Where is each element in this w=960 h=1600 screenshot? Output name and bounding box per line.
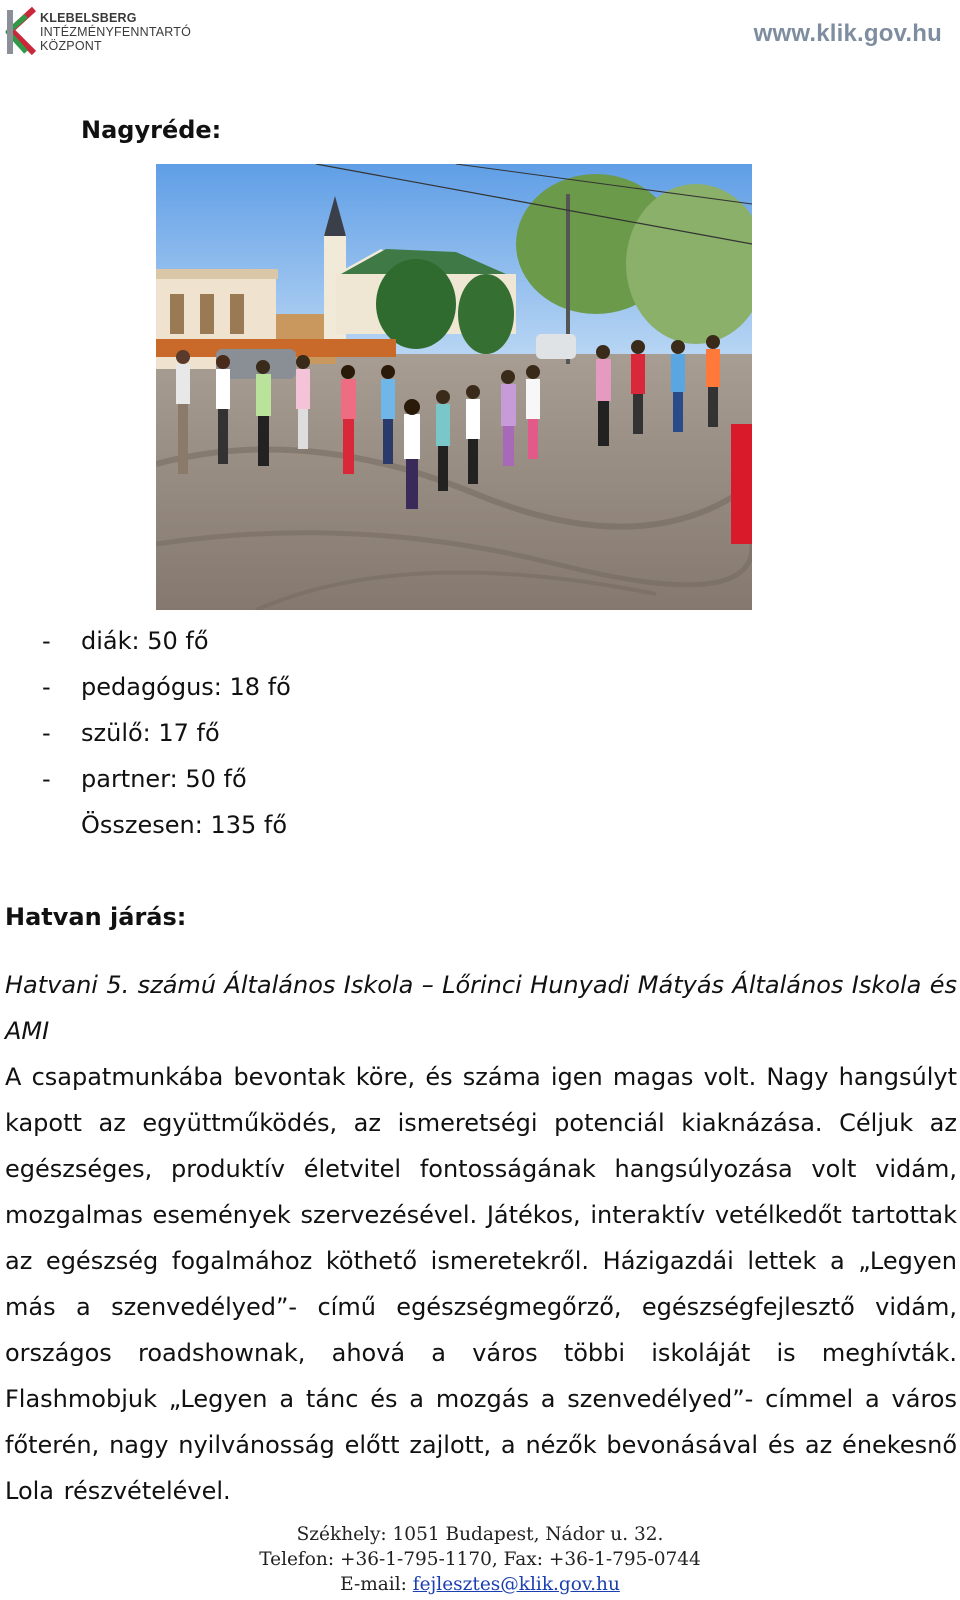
section-title-nagyrede: Nagyréde: [81, 116, 222, 144]
section-title-hatvan: Hatvan járás: [5, 903, 187, 931]
klik-k-icon [4, 6, 38, 58]
participant-stats-list [0, 618, 960, 848]
logo-line-1: KLEBELSBERG [40, 11, 137, 25]
logo-line-3: KÖZPONT [40, 39, 102, 53]
page-footer [0, 1522, 960, 1597]
klebelsberg-logo [4, 6, 204, 62]
site-url[interactable]: www.klik.gov.hu [753, 20, 942, 47]
school-name: Hatvani 5. számú Általános Iskola – Lőrinci Hunyadi Mátyás Általános Iskola és AMI [5, 971, 957, 1045]
footer-address: Székhely: 1051 Budapest, Nádor u. 32. [296, 1524, 664, 1545]
list-item: - diák: 50 fő [42, 627, 209, 655]
footer-email-link[interactable]: fejlesztes@klik.gov.hu [412, 1574, 620, 1595]
list-item: - szülő: 17 fő [42, 719, 220, 747]
page-header [0, 0, 960, 70]
flashmob-photo [156, 164, 752, 610]
footer-email-label: E-mail: [340, 1574, 407, 1595]
footer-email-line [0, 1572, 960, 1597]
logo-line-2: INTÉZMÉNYFENNTARTÓ [40, 25, 192, 39]
body-paragraph: A csapatmunkába bevontak köre, és száma igen magas volt. Nagy hangsúlyt kapott az együttműködés, az ismeretségi potenciál kiaknázása. Céljuk az egészséges, produktív életvitel fontosságának hangsúlyozása volt vidám, mozgalmas események szervezésével. Játékos, interaktív vetélkedőt tartottak az egészség fogalmához köthető ismeretekről. Házigazdái lettek a „Legyen más a szenvedélyed”- című egészségmegőrző, egészségfejlesztő vidám, országos roadshownak, ahová a város többi iskoláját is meghívták. Flashmobjuk „Legyen a tánc és a mozgás a szenvedélyed”- címmel a város főterén, nagy nyilvánosság előtt zajlott, a nézők bevonásával és az énekesnő Lola részvételével. [5, 1063, 957, 1505]
list-item: - partner: 50 fő [42, 765, 247, 793]
total-item: Összesen: 135 fő [81, 811, 288, 839]
list-item: - pedagógus: 18 fő [42, 673, 291, 701]
footer-phone: Telefon: +36-1-795-1170, Fax: +36-1-795-0744 [259, 1549, 701, 1570]
